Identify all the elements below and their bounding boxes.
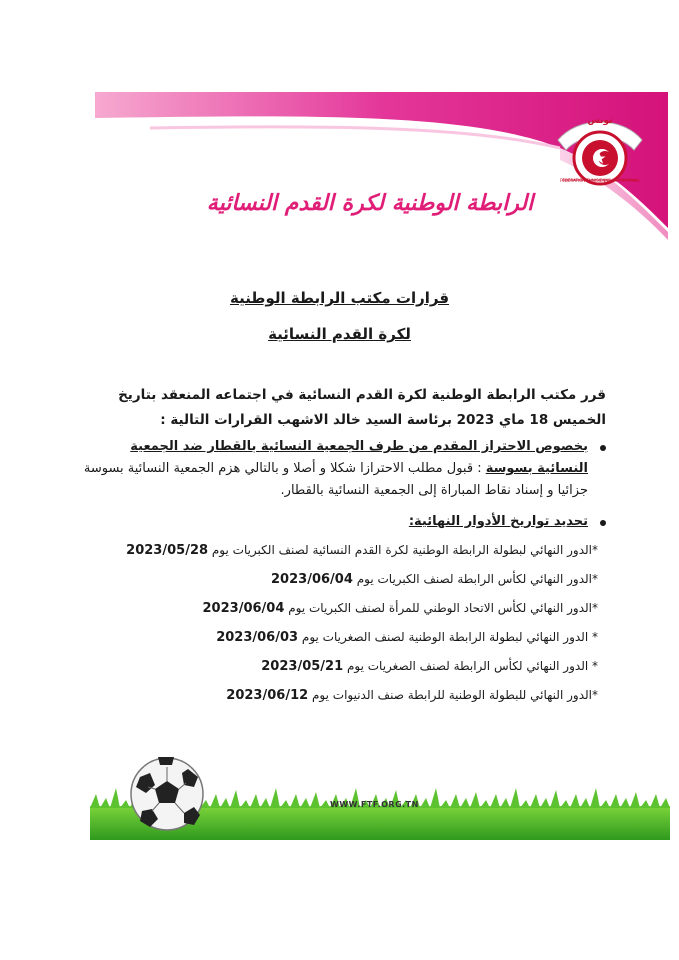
crest-name-fr: FÉDÉRATION TUNISIENNE DE FOOTBALL xyxy=(560,178,640,183)
bullet-icon xyxy=(600,445,606,451)
final-description: *الدور النهائي لبطولة الرابطة الوطنية لكرة القدم النسائية لصنف الكبريات يوم xyxy=(211,543,598,557)
league-name: الرابطة الوطنية لكرة القدم النسائية xyxy=(206,190,534,216)
final-description: *الدور النهائي لكأس الاتحاد الوطني للمرأة لصنف الكبريات يوم xyxy=(288,601,598,615)
list-item xyxy=(78,572,598,601)
final-description: *الدور النهائي لكأس الرابطة لصنف الكبريات يوم xyxy=(356,572,598,586)
document-title-line1: قرارات مكتب الرابطة الوطنية xyxy=(229,289,450,307)
decision-point-protest xyxy=(78,436,606,502)
list-item xyxy=(78,601,598,630)
decision-point-finals xyxy=(78,511,606,533)
document-title-line2: لكرة القدم النسائية xyxy=(268,325,411,343)
final-date: 2023/05/21 xyxy=(261,659,344,674)
crest-name-ar: تونس xyxy=(587,116,613,126)
final-description: * الدور النهائي لبطولة الرابطة الوطنية لصنف الصغريات يوم xyxy=(301,630,598,644)
finals-heading: تحديد تواريخ الأدوار النهائية: xyxy=(408,514,588,529)
bullet-icon xyxy=(600,520,606,526)
intro-paragraph: قرر مكتب الرابطة الوطنية لكرة القدم النسائية في اجتماعه المنعقد بتاريخ الخميس 18 ماي 2023 برئاسة السيد خالد الاشهب القرارات التالية : xyxy=(118,387,606,428)
list-item xyxy=(78,543,598,572)
final-date: 2023/06/12 xyxy=(226,688,309,703)
final-date: 2023/06/04 xyxy=(202,601,285,616)
final-description: *الدور النهائي للبطولة الوطنية للرابطة صنف الدنيوات يوم xyxy=(311,688,598,702)
finals-list xyxy=(78,543,598,717)
final-date: 2023/06/04 xyxy=(271,572,353,587)
soccer-ball-icon xyxy=(128,755,206,833)
list-item xyxy=(78,630,598,659)
list-item xyxy=(78,688,598,717)
list-item xyxy=(78,659,598,688)
website-link[interactable]: WWW.FTF.ORG.TN xyxy=(330,800,419,809)
protest-heading: بخصوص الاحتراز المقدم من طرف الجمعية النسائية بالقطار ضد الجمعية النسائية بسوسة xyxy=(130,439,588,476)
final-date: 2023/05/28 xyxy=(126,543,209,558)
final-date: 2023/06/03 xyxy=(216,630,299,645)
protest-text: : قبول مطلب الاحترازا شكلا و أصلا و بالتالي هزم الجمعية النسائية بسوسة جزائيا و إسناد نقاط المباراة إلى الجمعية النسائية بالقطار. xyxy=(83,461,588,498)
final-description: * الدور النهائي لكأس الرابطة لصنف الصغريات يوم xyxy=(346,659,598,673)
